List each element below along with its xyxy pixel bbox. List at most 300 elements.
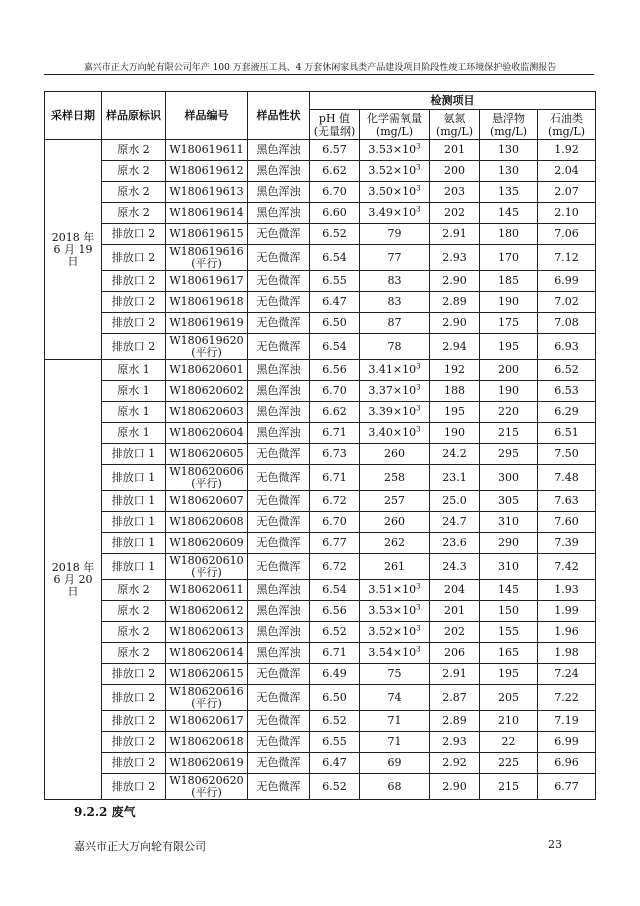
ph-value: 6.52	[310, 711, 360, 732]
sample-code	[166, 203, 248, 224]
table-row	[45, 554, 596, 580]
ammonia-value: 25.0	[430, 491, 480, 512]
cod-exponent: 3	[416, 163, 421, 172]
oil-value: 6.96	[538, 753, 596, 774]
cod-value	[360, 402, 430, 423]
ss-value: 210	[480, 711, 538, 732]
sample-nature: 无色微浑	[248, 685, 310, 711]
sample-code-value: W180620613	[169, 625, 244, 638]
cod-value	[360, 224, 430, 245]
sample-nature: 无色微浑	[248, 444, 310, 465]
oil-value: 1.93	[538, 580, 596, 601]
ammonia-value: 206	[430, 643, 480, 664]
sample-code	[166, 643, 248, 664]
sample-origin: 排放口 1	[102, 491, 166, 512]
cod-exponent: 3	[416, 404, 421, 413]
sample-code	[166, 334, 248, 360]
sample-code-value: W180620607	[169, 494, 244, 507]
sample-code-value: W180619612	[169, 164, 244, 177]
oil-value: 6.77	[538, 774, 596, 800]
ammonia-value: 204	[430, 580, 480, 601]
sample-origin: 排放口 1	[102, 512, 166, 533]
oil-value: 2.07	[538, 182, 596, 203]
cod-exponent: 3	[416, 603, 421, 612]
sample-code	[166, 512, 248, 533]
oil-value: 7.02	[538, 292, 596, 313]
cod-exponent: 3	[416, 383, 421, 392]
sample-code-value: W180620619	[169, 756, 244, 769]
cod-mantissa: 3.49×10	[368, 206, 417, 219]
ss-value: 225	[480, 753, 538, 774]
table-row	[45, 580, 596, 601]
cod-value	[360, 271, 430, 292]
parallel-note: (平行)	[191, 565, 222, 579]
ammonia-value: 2.93	[430, 245, 480, 271]
sample-code-value: W180620617	[169, 714, 244, 727]
cod-mantissa: 3.39×10	[368, 405, 417, 418]
sample-code	[166, 402, 248, 423]
ammonia-value: 188	[430, 381, 480, 402]
ss-value: 165	[480, 643, 538, 664]
sample-code-value: W180619617	[169, 274, 244, 287]
oil-value: 6.51	[538, 423, 596, 444]
ammonia-value: 203	[430, 182, 480, 203]
sample-code	[166, 161, 248, 182]
sample-code	[166, 554, 248, 580]
sample-code-value: W180619613	[169, 185, 244, 198]
sample-nature: 无色微浑	[248, 664, 310, 685]
oil-value: 7.19	[538, 711, 596, 732]
table-row	[45, 711, 596, 732]
cod-exponent: 3	[416, 205, 421, 214]
header-divider	[44, 74, 594, 75]
ss-value: 200	[480, 360, 538, 381]
sample-code-value: W180620601	[169, 363, 244, 376]
table-row	[45, 402, 596, 423]
ph-value: 6.62	[310, 402, 360, 423]
sample-origin: 原水 2	[102, 601, 166, 622]
cod-value	[360, 360, 430, 381]
ammonia-value: 2.91	[430, 224, 480, 245]
ph-value: 6.71	[310, 643, 360, 664]
sample-origin: 原水 2	[102, 203, 166, 224]
sample-code	[166, 245, 248, 271]
oil-value: 1.92	[538, 140, 596, 161]
cod-mantissa: 3.53×10	[368, 143, 417, 156]
cod-mantissa: 83	[387, 295, 402, 308]
cod-value	[360, 685, 430, 711]
cod-exponent: 3	[416, 425, 421, 434]
cod-mantissa: 258	[384, 470, 405, 484]
sample-origin: 原水 2	[102, 182, 166, 203]
ph-value: 6.77	[310, 533, 360, 554]
sample-nature: 无色微浑	[248, 334, 310, 360]
sample-code	[166, 580, 248, 601]
ammonia-value: 2.89	[430, 292, 480, 313]
cod-mantissa: 68	[387, 779, 402, 793]
sample-date: 2018 年 6 月 20 日	[45, 360, 102, 800]
sample-origin: 原水 2	[102, 161, 166, 182]
sample-code	[166, 533, 248, 554]
header-ammonia: 氨氮 (mg/L)	[430, 110, 480, 140]
cod-value	[360, 732, 430, 753]
sample-origin: 原水 1	[102, 360, 166, 381]
parallel-note: (平行)	[191, 345, 222, 359]
sample-code	[166, 753, 248, 774]
cod-value	[360, 423, 430, 444]
cod-value	[360, 161, 430, 182]
sample-nature: 无色微浑	[248, 711, 310, 732]
ss-value: 185	[480, 271, 538, 292]
sample-nature: 无色微浑	[248, 753, 310, 774]
sample-nature: 无色微浑	[248, 554, 310, 580]
ph-value: 6.71	[310, 423, 360, 444]
cod-mantissa: 77	[387, 250, 402, 264]
cod-value	[360, 313, 430, 334]
table-row	[45, 203, 596, 224]
table-row	[45, 182, 596, 203]
ammonia-value: 24.2	[430, 444, 480, 465]
table-row	[45, 224, 596, 245]
sample-origin: 排放口 2	[102, 685, 166, 711]
sample-nature: 无色微浑	[248, 732, 310, 753]
header-cod: 化学需氧量 (mg/L)	[360, 110, 430, 140]
sample-nature: 无色微浑	[248, 465, 310, 491]
ph-value: 6.72	[310, 491, 360, 512]
sample-code	[166, 622, 248, 643]
ph-value: 6.54	[310, 580, 360, 601]
ph-value: 6.50	[310, 313, 360, 334]
table-row	[45, 423, 596, 444]
sample-nature: 无色微浑	[248, 774, 310, 800]
ss-value: 190	[480, 292, 538, 313]
sample-origin: 排放口 2	[102, 292, 166, 313]
cod-value	[360, 774, 430, 800]
table-row	[45, 753, 596, 774]
ss-value: 22	[480, 732, 538, 753]
ammonia-value: 2.90	[430, 774, 480, 800]
sample-code	[166, 601, 248, 622]
sample-code-value: W180619619	[169, 316, 244, 329]
sample-origin: 排放口 2	[102, 664, 166, 685]
table-row	[45, 140, 596, 161]
oil-value: 2.04	[538, 161, 596, 182]
ammonia-value: 23.6	[430, 533, 480, 554]
sample-nature: 无色微浑	[248, 292, 310, 313]
sample-code-value: W180620612	[169, 604, 244, 617]
sample-origin: 排放口 2	[102, 245, 166, 271]
sample-date: 2018 年 6 月 19 日	[45, 140, 102, 360]
ph-value: 6.47	[310, 753, 360, 774]
oil-value: 7.08	[538, 313, 596, 334]
table-row	[45, 491, 596, 512]
cod-mantissa: 3.37×10	[368, 384, 417, 397]
header-ph: pH 值 (无量纲)	[310, 110, 360, 140]
cod-mantissa: 75	[387, 667, 402, 680]
oil-value: 6.99	[538, 732, 596, 753]
sample-origin: 排放口 2	[102, 224, 166, 245]
sample-code-value: W180620603	[169, 405, 244, 418]
table-row	[45, 271, 596, 292]
header-test-items: 检测项目	[310, 92, 596, 110]
cod-mantissa: 78	[387, 339, 402, 353]
sample-code-value: W180620615	[169, 667, 244, 680]
ss-value: 195	[480, 664, 538, 685]
sample-code	[166, 224, 248, 245]
cod-mantissa: 3.40×10	[368, 426, 417, 439]
sample-nature: 黑色浑浊	[248, 601, 310, 622]
ammonia-value: 2.93	[430, 732, 480, 753]
ss-value: 135	[480, 182, 538, 203]
table-row	[45, 601, 596, 622]
table-row	[45, 533, 596, 554]
cod-mantissa: 3.51×10	[368, 583, 417, 596]
ammonia-value: 2.90	[430, 313, 480, 334]
ss-value: 220	[480, 402, 538, 423]
ss-value: 130	[480, 161, 538, 182]
ss-value: 130	[480, 140, 538, 161]
table-row	[45, 774, 596, 800]
ph-value: 6.72	[310, 554, 360, 580]
sample-origin: 排放口 2	[102, 774, 166, 800]
ph-value: 6.55	[310, 271, 360, 292]
table-row	[45, 381, 596, 402]
sample-code	[166, 292, 248, 313]
sample-code-value: W180620604	[169, 426, 244, 439]
sample-code-value: W180620616	[169, 684, 244, 698]
oil-value: 1.99	[538, 601, 596, 622]
cod-value	[360, 444, 430, 465]
ss-value: 145	[480, 203, 538, 224]
oil-value: 7.39	[538, 533, 596, 554]
sample-origin: 原水 1	[102, 423, 166, 444]
table-row	[45, 465, 596, 491]
ph-value: 6.62	[310, 161, 360, 182]
oil-value: 7.42	[538, 554, 596, 580]
sample-code	[166, 381, 248, 402]
cod-exponent: 3	[416, 184, 421, 193]
ammonia-value: 2.91	[430, 664, 480, 685]
sample-origin: 排放口 1	[102, 444, 166, 465]
ph-value: 6.71	[310, 465, 360, 491]
sample-origin: 排放口 1	[102, 465, 166, 491]
cod-value	[360, 664, 430, 685]
sample-origin: 排放口 2	[102, 711, 166, 732]
cod-value	[360, 533, 430, 554]
page-number: 23	[548, 838, 562, 851]
sample-code-value: W180620611	[169, 583, 244, 596]
sample-nature: 黑色浑浊	[248, 203, 310, 224]
sample-code-value: W180620618	[169, 735, 244, 748]
ph-value: 6.50	[310, 685, 360, 711]
oil-value: 7.12	[538, 245, 596, 271]
table-body	[45, 140, 596, 800]
sample-code	[166, 491, 248, 512]
ss-value: 215	[480, 423, 538, 444]
ammonia-value: 201	[430, 140, 480, 161]
ss-value: 155	[480, 622, 538, 643]
cod-exponent: 3	[416, 624, 421, 633]
sample-code	[166, 664, 248, 685]
ss-value: 300	[480, 465, 538, 491]
table-row	[45, 360, 596, 381]
cod-value	[360, 491, 430, 512]
sample-code	[166, 271, 248, 292]
sample-origin: 排放口 2	[102, 732, 166, 753]
sample-code-value: W180620614	[169, 646, 244, 659]
table-row	[45, 313, 596, 334]
cod-mantissa: 79	[387, 227, 402, 240]
sample-code	[166, 182, 248, 203]
table-row	[45, 643, 596, 664]
cod-mantissa: 257	[384, 494, 405, 507]
ph-value: 6.52	[310, 224, 360, 245]
sample-code	[166, 423, 248, 444]
table-row	[45, 664, 596, 685]
sample-nature: 黑色浑浊	[248, 643, 310, 664]
sample-code-value: W180619618	[169, 295, 244, 308]
cod-value	[360, 465, 430, 491]
ammonia-value: 202	[430, 622, 480, 643]
ph-value: 6.60	[310, 203, 360, 224]
sample-code	[166, 313, 248, 334]
section-heading: 9.2.2 废气	[74, 805, 136, 819]
oil-value: 1.96	[538, 622, 596, 643]
table-row	[45, 622, 596, 643]
footer-company: 嘉兴市正大万向轮有限公司	[74, 840, 206, 853]
oil-value: 7.22	[538, 685, 596, 711]
cod-mantissa: 3.52×10	[368, 164, 417, 177]
ph-value: 6.47	[310, 292, 360, 313]
oil-value: 1.98	[538, 643, 596, 664]
sample-origin: 原水 1	[102, 402, 166, 423]
sample-code-value: W180619616	[169, 244, 244, 258]
cod-mantissa: 3.53×10	[368, 604, 417, 617]
ammonia-value: 201	[430, 601, 480, 622]
sample-code	[166, 465, 248, 491]
sample-origin: 原水 1	[102, 381, 166, 402]
header-nature: 样品性状	[248, 92, 310, 140]
sample-code	[166, 711, 248, 732]
sample-nature: 无色微浑	[248, 491, 310, 512]
cod-value	[360, 182, 430, 203]
sample-nature: 无色微浑	[248, 224, 310, 245]
ph-value: 6.52	[310, 774, 360, 800]
ammonia-value: 2.90	[430, 271, 480, 292]
ph-value: 6.70	[310, 182, 360, 203]
table-row	[45, 245, 596, 271]
cod-value	[360, 622, 430, 643]
sample-code-value: W180620608	[169, 515, 244, 528]
cod-mantissa: 260	[384, 515, 405, 528]
cod-exponent: 3	[416, 142, 421, 151]
ph-value: 6.70	[310, 512, 360, 533]
sample-code	[166, 360, 248, 381]
table-row	[45, 292, 596, 313]
table-row	[45, 161, 596, 182]
ammonia-value: 190	[430, 423, 480, 444]
sample-nature: 无色微浑	[248, 512, 310, 533]
ss-value: 295	[480, 444, 538, 465]
cod-value	[360, 203, 430, 224]
cod-value	[360, 334, 430, 360]
ph-value: 6.56	[310, 601, 360, 622]
sample-origin: 排放口 2	[102, 313, 166, 334]
cod-mantissa: 260	[384, 447, 405, 460]
table-row	[45, 334, 596, 360]
ph-value: 6.55	[310, 732, 360, 753]
ss-value: 145	[480, 580, 538, 601]
oil-value: 6.93	[538, 334, 596, 360]
ss-value: 195	[480, 334, 538, 360]
sample-nature: 黑色浑浊	[248, 161, 310, 182]
cod-value	[360, 711, 430, 732]
cod-value	[360, 580, 430, 601]
report-header: 嘉兴市正大万向轮有限公司年产 100 万套液压工具、4 万套休闲家具类产品建设项目阶段性竣工环境保护验收监测报告	[83, 63, 557, 73]
table-row	[45, 732, 596, 753]
sample-origin: 原水 2	[102, 580, 166, 601]
ammonia-value: 24.3	[430, 554, 480, 580]
header-ss: 悬浮物 (mg/L)	[480, 110, 538, 140]
water-monitoring-table	[44, 91, 596, 800]
cod-mantissa: 69	[387, 756, 402, 769]
sample-nature: 无色微浑	[248, 533, 310, 554]
oil-value: 7.48	[538, 465, 596, 491]
oil-value: 7.60	[538, 512, 596, 533]
sample-code-value: W180619620	[169, 333, 244, 347]
ss-value: 215	[480, 774, 538, 800]
cod-mantissa: 261	[384, 559, 405, 573]
sample-origin: 原水 2	[102, 622, 166, 643]
cod-value	[360, 292, 430, 313]
table-row	[45, 512, 596, 533]
ammonia-value: 2.94	[430, 334, 480, 360]
ph-value: 6.52	[310, 622, 360, 643]
ss-value: 310	[480, 554, 538, 580]
sample-code	[166, 140, 248, 161]
ph-value: 6.73	[310, 444, 360, 465]
sample-origin: 排放口 1	[102, 554, 166, 580]
ph-value: 6.54	[310, 334, 360, 360]
sample-code	[166, 685, 248, 711]
ss-value: 205	[480, 685, 538, 711]
oil-value: 6.52	[538, 360, 596, 381]
sample-code-value: W180620620	[169, 773, 244, 787]
oil-value: 7.24	[538, 664, 596, 685]
cod-exponent: 3	[416, 582, 421, 591]
ammonia-value: 192	[430, 360, 480, 381]
ammonia-value: 2.92	[430, 753, 480, 774]
sample-origin: 排放口 2	[102, 271, 166, 292]
ammonia-value: 200	[430, 161, 480, 182]
oil-value: 7.63	[538, 491, 596, 512]
cod-exponent: 3	[416, 645, 421, 654]
ss-value: 170	[480, 245, 538, 271]
oil-value: 6.53	[538, 381, 596, 402]
cod-exponent: 3	[416, 362, 421, 371]
parallel-note: (平行)	[191, 476, 222, 490]
cod-mantissa: 3.54×10	[368, 646, 417, 659]
header-date: 采样日期	[45, 92, 102, 140]
table-row	[45, 685, 596, 711]
cod-mantissa: 87	[387, 316, 402, 329]
sample-code-value: W180619611	[169, 143, 244, 156]
cod-value	[360, 381, 430, 402]
sample-code-value: W180620606	[169, 464, 244, 478]
ammonia-value: 24.7	[430, 512, 480, 533]
ss-value: 180	[480, 224, 538, 245]
sample-nature: 黑色浑浊	[248, 402, 310, 423]
